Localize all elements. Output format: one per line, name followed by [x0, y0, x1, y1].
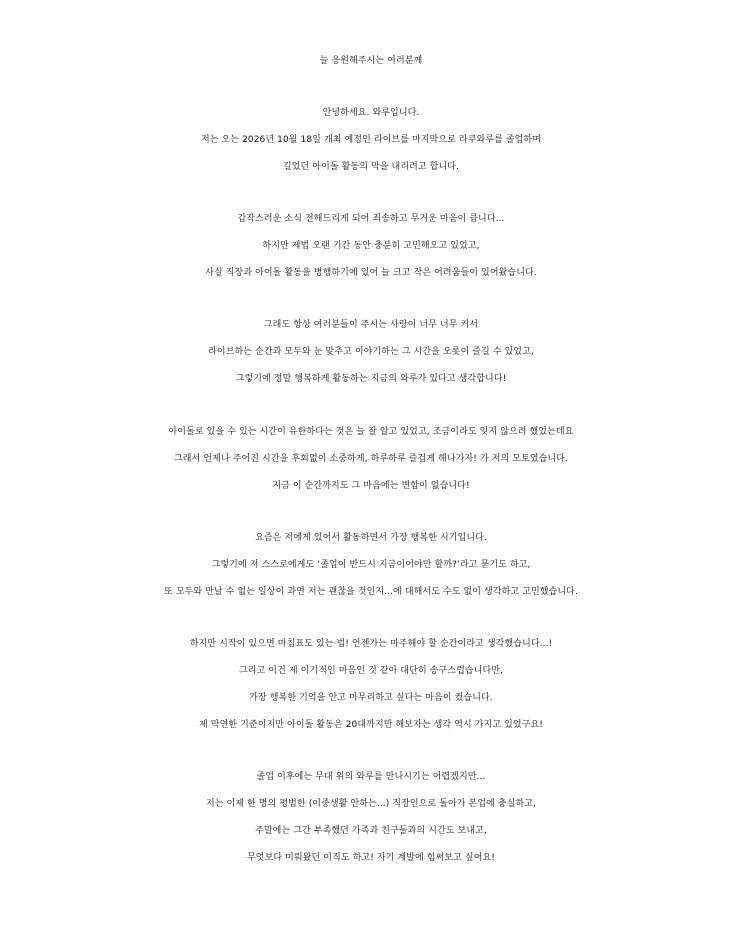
text-line: 하지만 시작이 있으면 마침표도 있는 법! 언젠가는 마주해야 할 순간이라고 생각했습니다...! [189, 639, 553, 649]
text-line: 사실 직장과 아이돌 활동을 병행하기에 있어 늘 크고 작은 어려움들이 있어왔습니다. [205, 268, 537, 278]
text-line: 라이브하는 순간과 모두와 눈 맞추고 이야기하는 그 시간을 오롯이 즐길 수 있었고, [208, 347, 534, 357]
text-line: 그렇기에 정말 행복하게 활동하는 지금의 와루가 있다고 생각합니다! [235, 374, 507, 384]
text-line: 또 모두와 만날 수 없는 일상이 과연 저는 괜찮을 것인지...에 대해서도 수도 없이 생각하고 고민했습니다. [164, 587, 578, 597]
text-line: 그리고 이건 제 이기적인 마음인 것 같아 대단히 송구스럽습니다만, [238, 666, 504, 676]
text-line: 지금 이 순간까지도 그 마음에는 변함이 없습니다! [272, 481, 470, 491]
text-line: 저는 오는 2026년 10월 18일 개최 예정인 라이브를 마지막으로 라쿠와루를 졸업하며 [200, 135, 542, 145]
text-line: 갑작스러운 소식 전해드리게 되어 죄송하고 무거운 마음이 큽니다... [237, 214, 505, 224]
text-line: 저는 이제 한 명의 평범한 (이중생활 안하는...) 직장인으로 돌아가 본업에 충실하고, [205, 799, 537, 809]
text-line: 그래서 언제나 주어진 시간을 후회없이 소중하게, 하루하루 즐겁게 해나가자! 가 저의 모토였습니다. [174, 454, 568, 464]
text-line: 무엇보다 미뤄왔던 이직도 하고! 자기 계발에 힘써보고 싶어요! [247, 853, 495, 863]
text-line: 하지만 제법 오랜 기간 동안 충분히 고민해오고 있었고, [262, 241, 480, 251]
text-line: 주말에는 그간 부족했던 가족과 친구들과의 시간도 보내고, [255, 826, 487, 836]
text-line: 그래도 항상 여러분들이 주시는 사랑이 너무 너무 커서 [263, 320, 479, 330]
text-line: 안녕하세요. 와루입니다. [322, 108, 420, 118]
text-line: 제 막연한 기준이지만 아이돌 활동은 20대까지만 해보자는 생각 역시 가지고 있었구요! [199, 720, 543, 730]
text-line: 졸업 이후에는 무대 위의 와루를 만나시기는 어렵겠지만... [256, 772, 486, 782]
letter-greeting: 늘 응원해주시는 여러분께 [319, 56, 423, 66]
text-line: 길었던 아이돌 활동의 막을 내리려고 합니다. [282, 162, 460, 172]
text-line: 가장 행복한 기억을 안고 마무리하고 싶다는 마음이 컸습니다. [249, 693, 493, 703]
text-line: 그렇기에 저 스스로에게도 ‘졸업이 반드시 지금이어야만 할까?’라고 묻기도 하고, [211, 560, 531, 570]
text-line: 아이돌로 있을 수 있는 시간이 유한하다는 것은 늘 잘 알고 있었고, 조금이라도 잊지 않으려 했었는데요 [168, 427, 574, 437]
text-line: 요즘은 저에게 있어서 활동하면서 가장 행복한 시기입니다. [255, 533, 487, 543]
